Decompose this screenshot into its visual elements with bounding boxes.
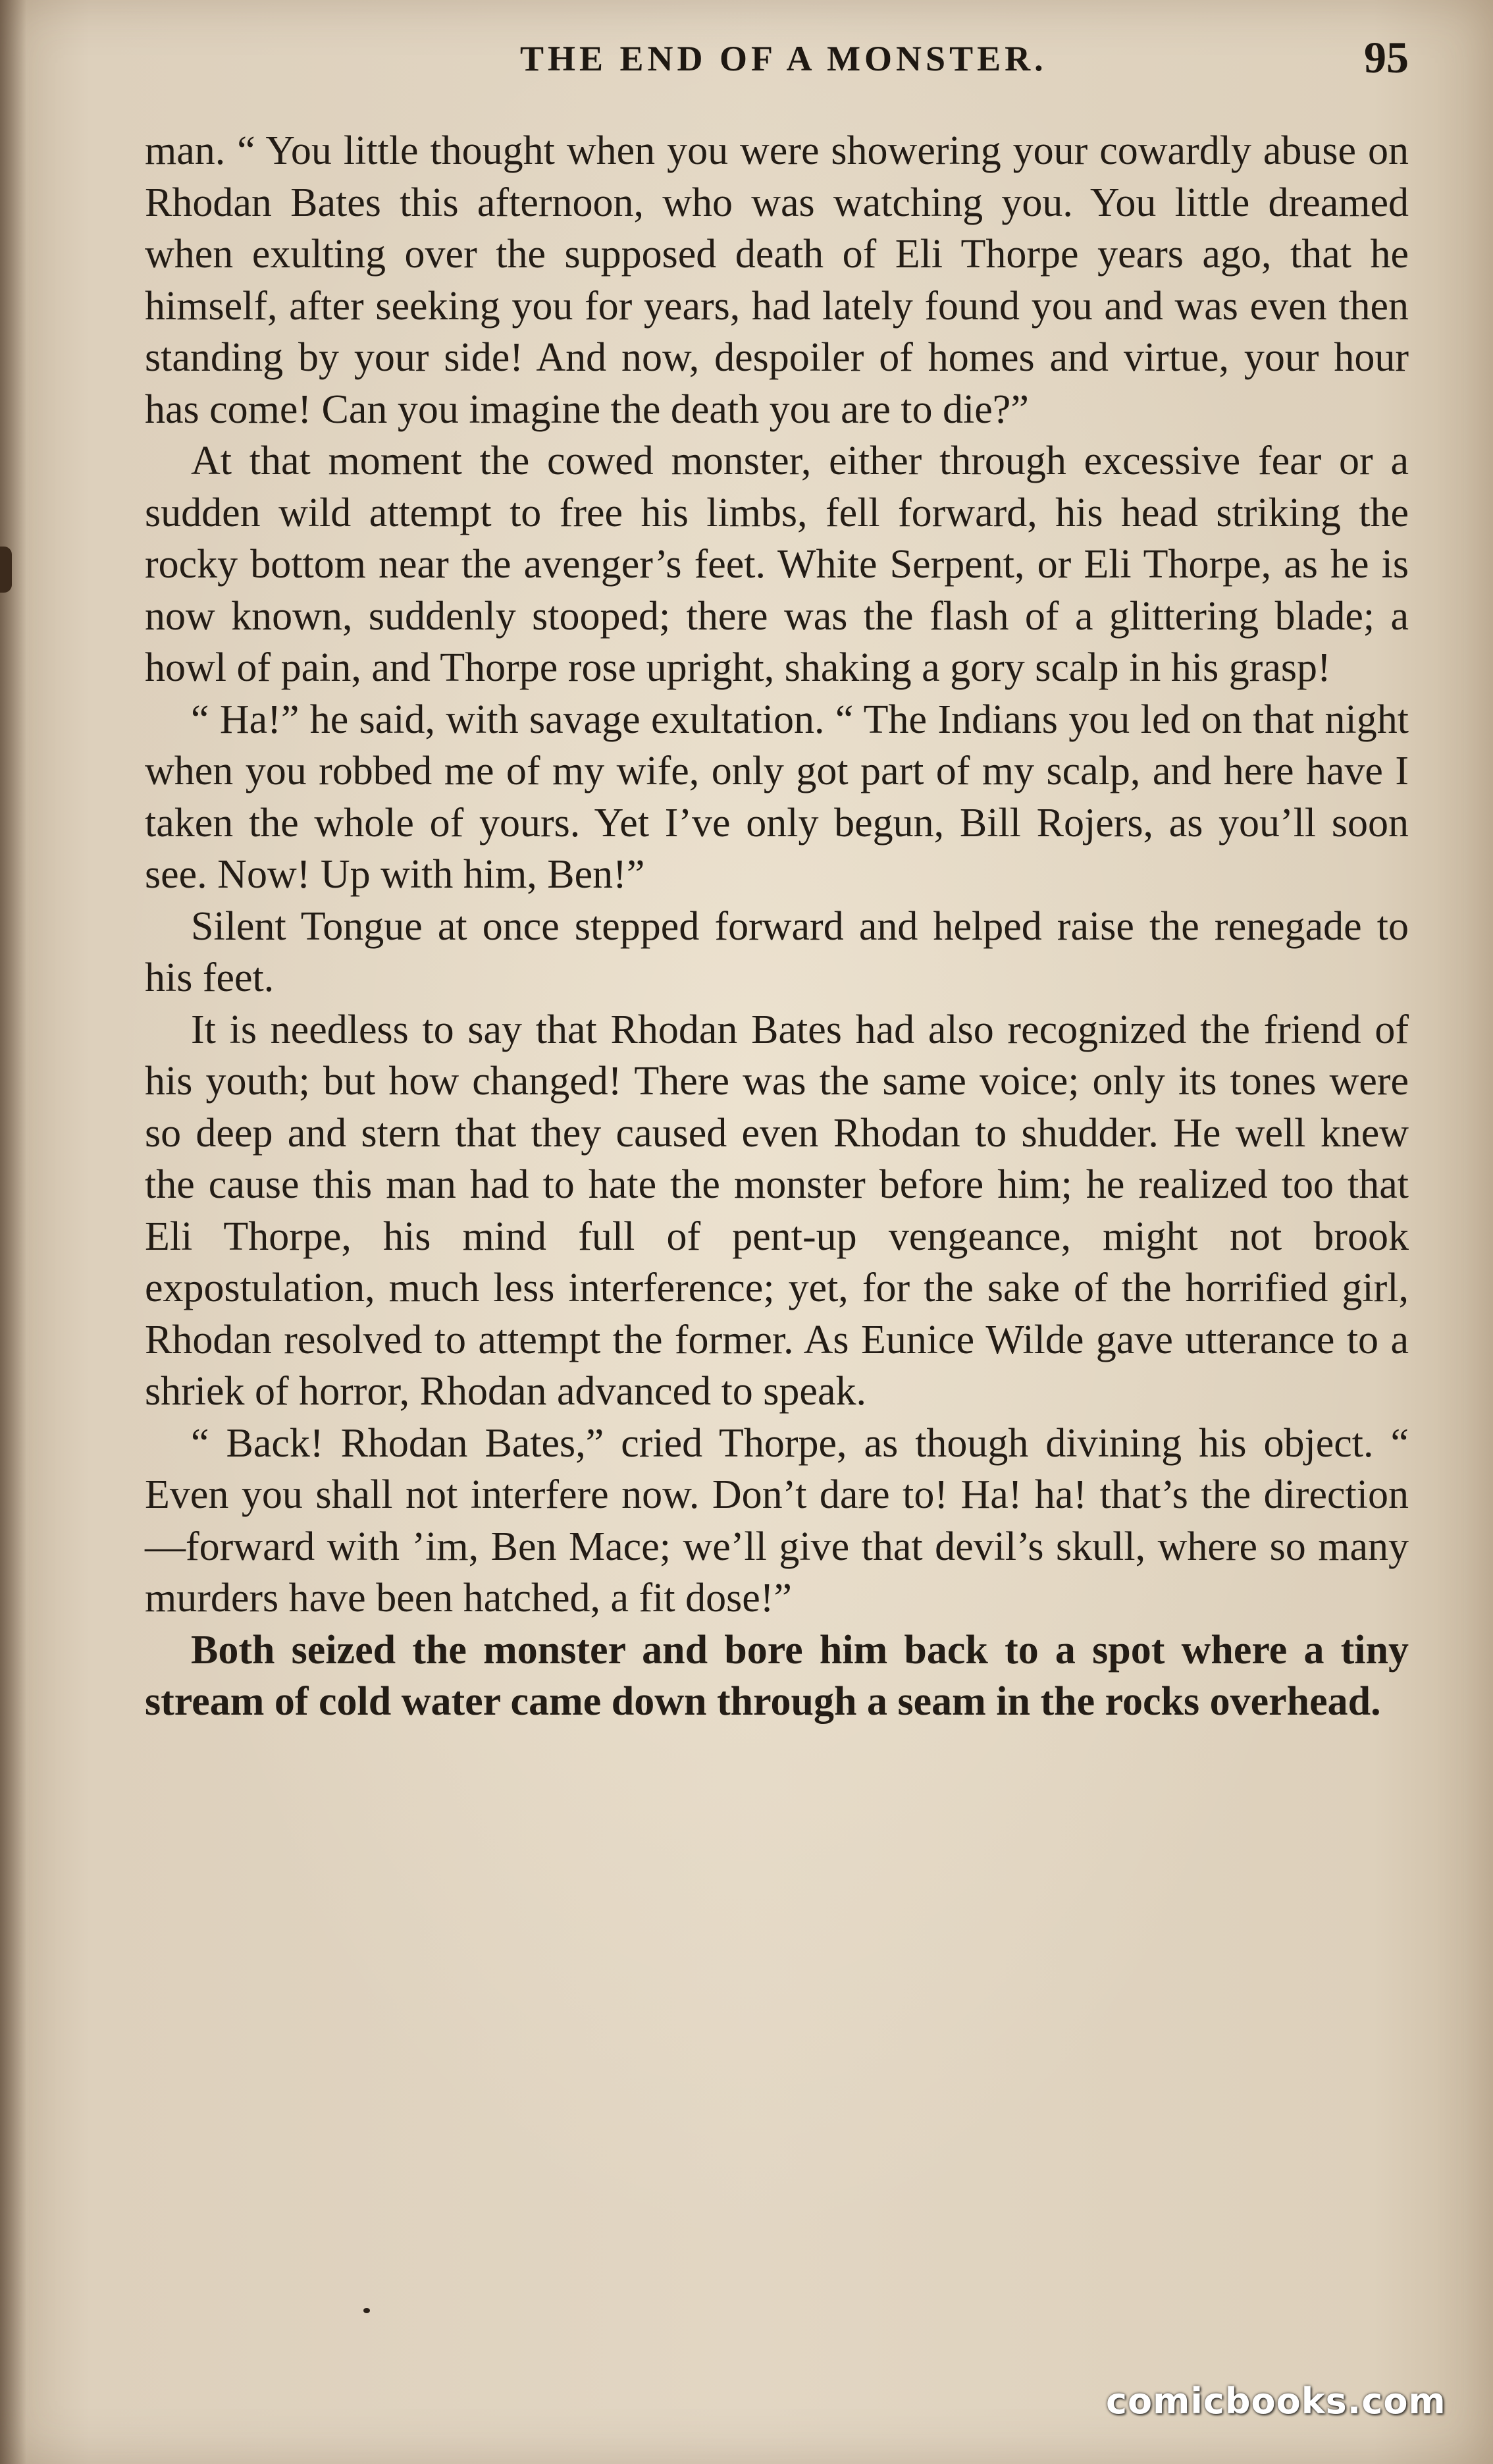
paragraph-5: It is needless to say that Rhodan Bates had also recognized the friend of his youth; but how changed! There was the same voice; only its tones were so deep and stern that they caused even Rhodan to shudder. He well knew the cause this man had to hate the monster before him; he realized too that Eli Thorpe, his mind full of pent-up vengeance, might not brook expostulation, much less interference; yet, for the sake of the horrified girl, Rhodan resolved to attempt the former. As Eunice Wilde gave utterance to a shriek of horror, Rhodan advanced to speak.	[145, 1007, 1409, 1414]
ink-speck	[363, 2308, 370, 2313]
paragraph-6: “ Back! Rhodan Bates,” cried Thorpe, as though divining his object. “ Even you shall not interfere now. Don’t dare to! Ha! ha! that’s the direction—forward with ’im, Ben Mace; we’ll give that devil’s skull, where so many murders have been hatched, a fit dose!”	[145, 1420, 1409, 1620]
running-head	[0, 32, 1493, 84]
paragraph-3: “ Ha!” he said, with savage exultation. “ The Indians you led on that night when you robbed me of my wife, only got part of my scalp, and here have I taken the whole of yours. Yet I’ve only begun, Bill Rojers, as you’ll soon see. Now! Up with him, Ben!”	[145, 697, 1409, 897]
page-number: 95	[1364, 32, 1409, 82]
chapter-title: THE END OF A MONSTER.	[520, 39, 1047, 78]
paragraph-7: Both seized the monster and bore him back to a spot where a tiny stream of cold water came down through a seam in the rocks overhead.	[145, 1627, 1409, 1724]
paragraph-4: Silent Tongue at once stepped forward and helped raise the renegade to his feet.	[145, 903, 1409, 1000]
body-text	[145, 125, 1409, 1728]
page-edge-mark	[0, 547, 12, 593]
watermark: comicbooks.com	[1106, 2380, 1446, 2422]
binding-shadow	[0, 0, 26, 2464]
paragraph-2: At that moment the cowed monster, either through excessive fear or a sudden wild attempt to free his limbs, fell forward, his head striking the rocky bottom near the avenger’s feet. White Serpent, or Eli Thorpe, as he is now known, suddenly stooped; there was the flash of a glittering blade; a howl of pain, and Thorpe rose upright, shaking a gory scalp in his grasp!	[145, 439, 1409, 690]
paragraph-1: man. “ You little thought when you were showering your cowardly abuse on Rhodan Bates this afternoon, who was watching you. You little dreamed when exulting over the supposed death of Eli Thorpe years ago, that he himself, after seeking you for years, had lately found you and was even then standing by your side! And now, despoiler of homes and virtue, your hour has come! Can you imagine the death you are to die?”	[145, 128, 1409, 432]
